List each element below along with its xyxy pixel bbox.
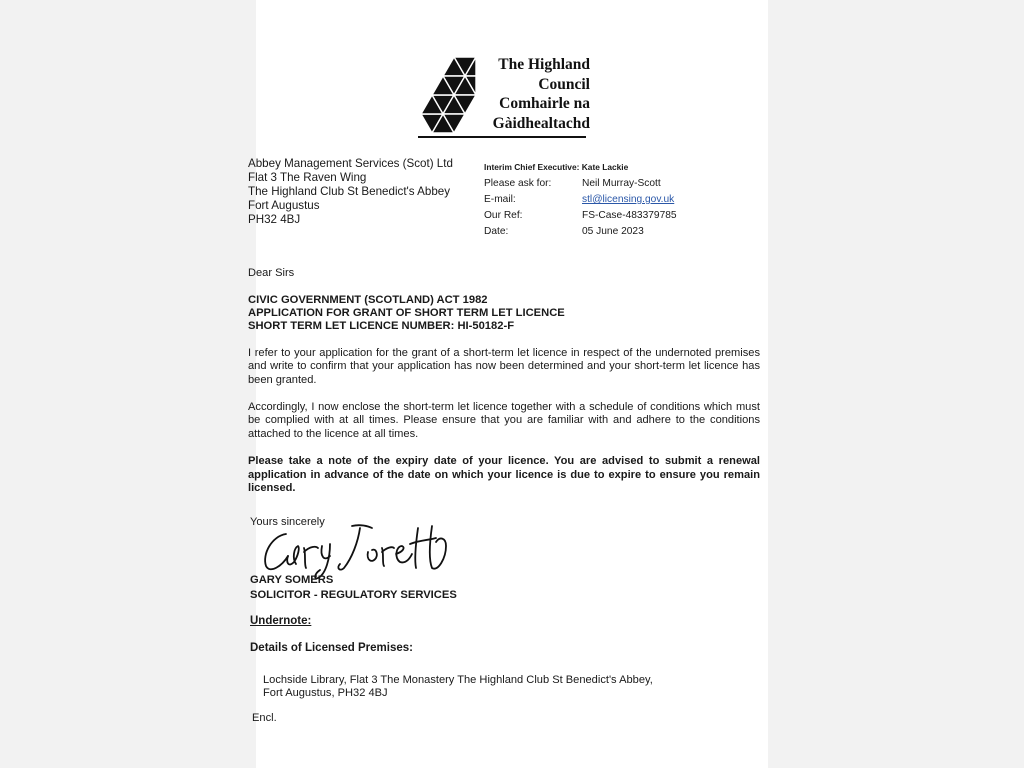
email-label: E-mail: <box>484 194 516 205</box>
date-value: 05 June 2023 <box>582 226 644 237</box>
meta-row-ask <box>484 176 677 192</box>
ref-label: Our Ref: <box>484 210 523 221</box>
logo-line-4: Gàidhealtachd <box>492 114 590 132</box>
letter-headings <box>248 294 760 332</box>
handwritten-signature <box>260 518 460 580</box>
meta-row-date <box>484 224 677 240</box>
heading-act: CIVIC GOVERNMENT (SCOTLAND) ACT 1982 <box>248 294 488 307</box>
signer-title: SOLICITOR - REGULATORY SERVICES <box>250 588 457 601</box>
recipient-postcode: PH32 4BJ <box>248 213 301 226</box>
recipient-line-1: Flat 3 The Raven Wing <box>248 171 367 184</box>
logo-line-1: The Highland <box>498 56 590 73</box>
ask-value: Neil Murray-Scott <box>582 178 661 189</box>
meta-row-ref <box>484 208 677 224</box>
closing: Yours sincerely <box>250 516 325 528</box>
premises-line-1: Lochside Library, Flat 3 The Monastery The Highland Club St Benedict's Abbey, <box>263 674 653 686</box>
chief-executive: Interim Chief Executive: Kate Lackie <box>484 162 629 172</box>
date-label: Date: <box>484 226 509 237</box>
email-link[interactable]: stl@licensing.gov.uk <box>582 194 675 205</box>
recipient-name: Abbey Management Services (Scot) Ltd <box>248 157 453 170</box>
licensed-premises-heading: Details of Licensed Premises: <box>250 642 413 654</box>
heading-application: APPLICATION FOR GRANT OF SHORT TERM LET LICENCE <box>248 307 565 320</box>
recipient-address <box>248 157 453 227</box>
letter-meta <box>484 161 677 240</box>
logo-line-2: Council <box>538 75 590 93</box>
paragraph-determination: I refer to your application for the grant of a short-term let licence in respect of the undernoted premises and write to confirm that your application has now been determined and your short-term let licence has been granted. <box>248 346 760 386</box>
ref-value: FS-Case-483379785 <box>582 210 677 221</box>
logo-line-3: Comhairle na <box>499 95 590 112</box>
enclosure-note: Encl. <box>252 712 277 724</box>
council-name <box>482 55 590 133</box>
heading-licence-number: SHORT TERM LET LICENCE NUMBER: HI-50182-F <box>248 320 515 332</box>
logo-underline <box>418 136 586 138</box>
premises-line-2: Fort Augustus, PH32 4BJ <box>263 687 388 700</box>
signatory <box>250 573 457 602</box>
licensed-premises-address <box>263 674 653 701</box>
council-logo <box>418 53 593 143</box>
signer-name: GARY SOMERS <box>250 574 334 586</box>
triangle-mosaic-logo-icon <box>418 55 480 139</box>
letter-page <box>248 0 768 768</box>
greeting: Dear Sirs <box>248 267 295 279</box>
recipient-line-2: The Highland Club St Benedict's Abbey <box>248 185 451 198</box>
paragraph-expiry-notice: Please take a note of the expiry date of your licence. You are advised to submit a renewal application in advance of the date on which your licence is due to expire to ensure you remain licensed. <box>248 455 760 495</box>
undernote-heading: Undernote: <box>250 615 312 627</box>
paragraph-enclosure: Accordingly, I now enclose the short-term let licence together with a schedule of conditions which must be complied with at all times. Please ensure that you are familiar with and adhere to the conditions attached to the licence at all times. <box>248 401 760 440</box>
ask-label: Please ask for: <box>484 178 552 189</box>
meta-row-email <box>484 192 677 208</box>
recipient-line-3: Fort Augustus <box>248 199 320 212</box>
letter-body <box>248 267 760 509</box>
